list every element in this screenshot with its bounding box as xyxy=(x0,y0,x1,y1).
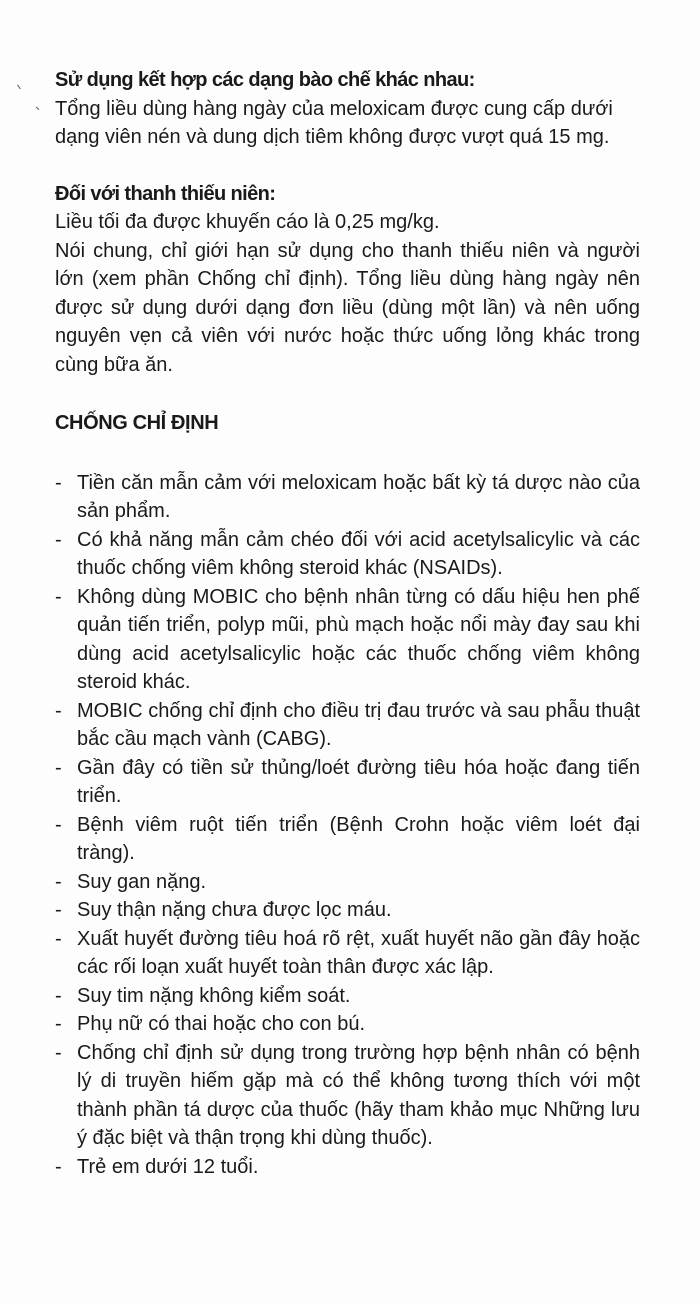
list-item-text: Không dùng MOBIC cho bệnh nhân từng có dấu hiệu hen phế quản tiến triển, polyp mũi, phù mạch hoặc nổi mày đay sau khi dùng acid acetylsalicylic hoặc các thuốc chống viêm không steroid khác. xyxy=(77,585,640,693)
list-item xyxy=(55,868,640,897)
bullet-dash: - xyxy=(55,471,62,494)
section-text: Nói chung, chỉ giới hạn sử dụng cho thanh thiếu niên và người lớn (xem phần Chống chỉ định). Tổng liều dùng hàng ngày nên được sử dụng dưới dạng đơn liều (dùng một lần) và nên uống nguyên vẹn cả viên với nước hoặc thức uống lỏng khác trong cùng bữa ăn. xyxy=(55,239,640,376)
list-item xyxy=(55,583,640,697)
bullet-dash: - xyxy=(55,984,62,1007)
section-heading: Đối với thanh thiếu niên: xyxy=(55,182,276,205)
bullet-dash: - xyxy=(55,813,62,836)
list-item-text: Phụ nữ có thai hoặc cho con bú. xyxy=(77,1013,366,1035)
list-item xyxy=(55,896,640,925)
contraindications-list xyxy=(55,469,640,1182)
bullet-dash: - xyxy=(55,1155,62,1178)
section-heading: Sử dụng kết hợp các dạng bào chế khác nhau: xyxy=(55,69,475,91)
section-text: Tổng liều dùng hàng ngày của meloxicam được cung cấp dưới dạng viên nén và dung dịch tiêm không được vượt quá 15 mg. xyxy=(55,97,613,148)
list-item-text: Tiền căn mẫn cảm với meloxicam hoặc bất kỳ tá dược nào của sản phẩm. xyxy=(77,471,640,522)
list-item-text: Trẻ em dưới 12 tuổi. xyxy=(77,1155,259,1178)
list-item-text: Gần đây có tiền sử thủng/loét đường tiêu hóa hoặc đang tiến triển. xyxy=(77,756,640,807)
bullet-dash: - xyxy=(55,927,62,950)
list-item-text: Có khả năng mẫn cảm chéo đối với acid acetylsalicylic và các thuốc chống viêm không steroid khác (NSAIDs). xyxy=(77,528,640,579)
list-item-text: MOBIC chống chỉ định cho điều trị đau trước và sau phẫu thuật bắc cầu mạch vành (CABG). xyxy=(77,699,640,750)
list-item xyxy=(55,526,640,583)
list-item xyxy=(55,811,640,868)
bullet-dash: - xyxy=(55,528,62,551)
scan-mark xyxy=(17,82,25,90)
list-item xyxy=(55,925,640,982)
bullet-dash: - xyxy=(55,756,62,779)
list-item xyxy=(55,1039,640,1153)
list-item-text: Xuất huyết đường tiêu hoá rõ rệt, xuất huyết não gần đây hoặc các rối loạn xuất huyết toàn thân được xác lập. xyxy=(77,927,640,978)
contraindications-title: CHỐNG CHỈ ĐỊNH xyxy=(55,412,219,434)
list-item-text: Chống chỉ định sử dụng trong trường hợp bệnh nhân có bệnh lý di truyền hiếm gặp mà có thể không tương thích với một thành phần tá dược của thuốc (hãy tham khảo mục Những lưu ý đặc biệt và thận trọng khi dùng thuốc). xyxy=(77,1041,640,1149)
list-item-text: Suy tim nặng không kiểm soát. xyxy=(77,984,351,1007)
section-adolescents xyxy=(55,180,640,380)
list-item xyxy=(55,697,640,754)
bullet-dash: - xyxy=(55,899,62,921)
bullet-dash: - xyxy=(55,1041,62,1064)
list-item xyxy=(55,754,640,811)
list-item xyxy=(55,982,640,1011)
list-item-text: Suy thận nặng chưa được lọc máu. xyxy=(77,899,392,921)
bullet-dash: - xyxy=(55,699,62,722)
list-item-text: Bệnh viêm ruột tiến triển (Bệnh Crohn hoặc viêm loét đại tràng). xyxy=(77,813,640,864)
bullet-dash: - xyxy=(55,1013,62,1035)
list-item xyxy=(55,1010,640,1039)
bullet-dash: - xyxy=(55,585,62,608)
list-item-text: Suy gan nặng. xyxy=(77,870,206,893)
scan-mark xyxy=(36,102,44,110)
list-item xyxy=(55,1153,640,1182)
section-text: Liều tối đa được khuyến cáo là 0,25 mg/kg. xyxy=(55,211,440,233)
section-combined-forms xyxy=(55,66,640,152)
bullet-dash: - xyxy=(55,870,62,893)
document-body xyxy=(55,66,640,1181)
list-item xyxy=(55,469,640,526)
